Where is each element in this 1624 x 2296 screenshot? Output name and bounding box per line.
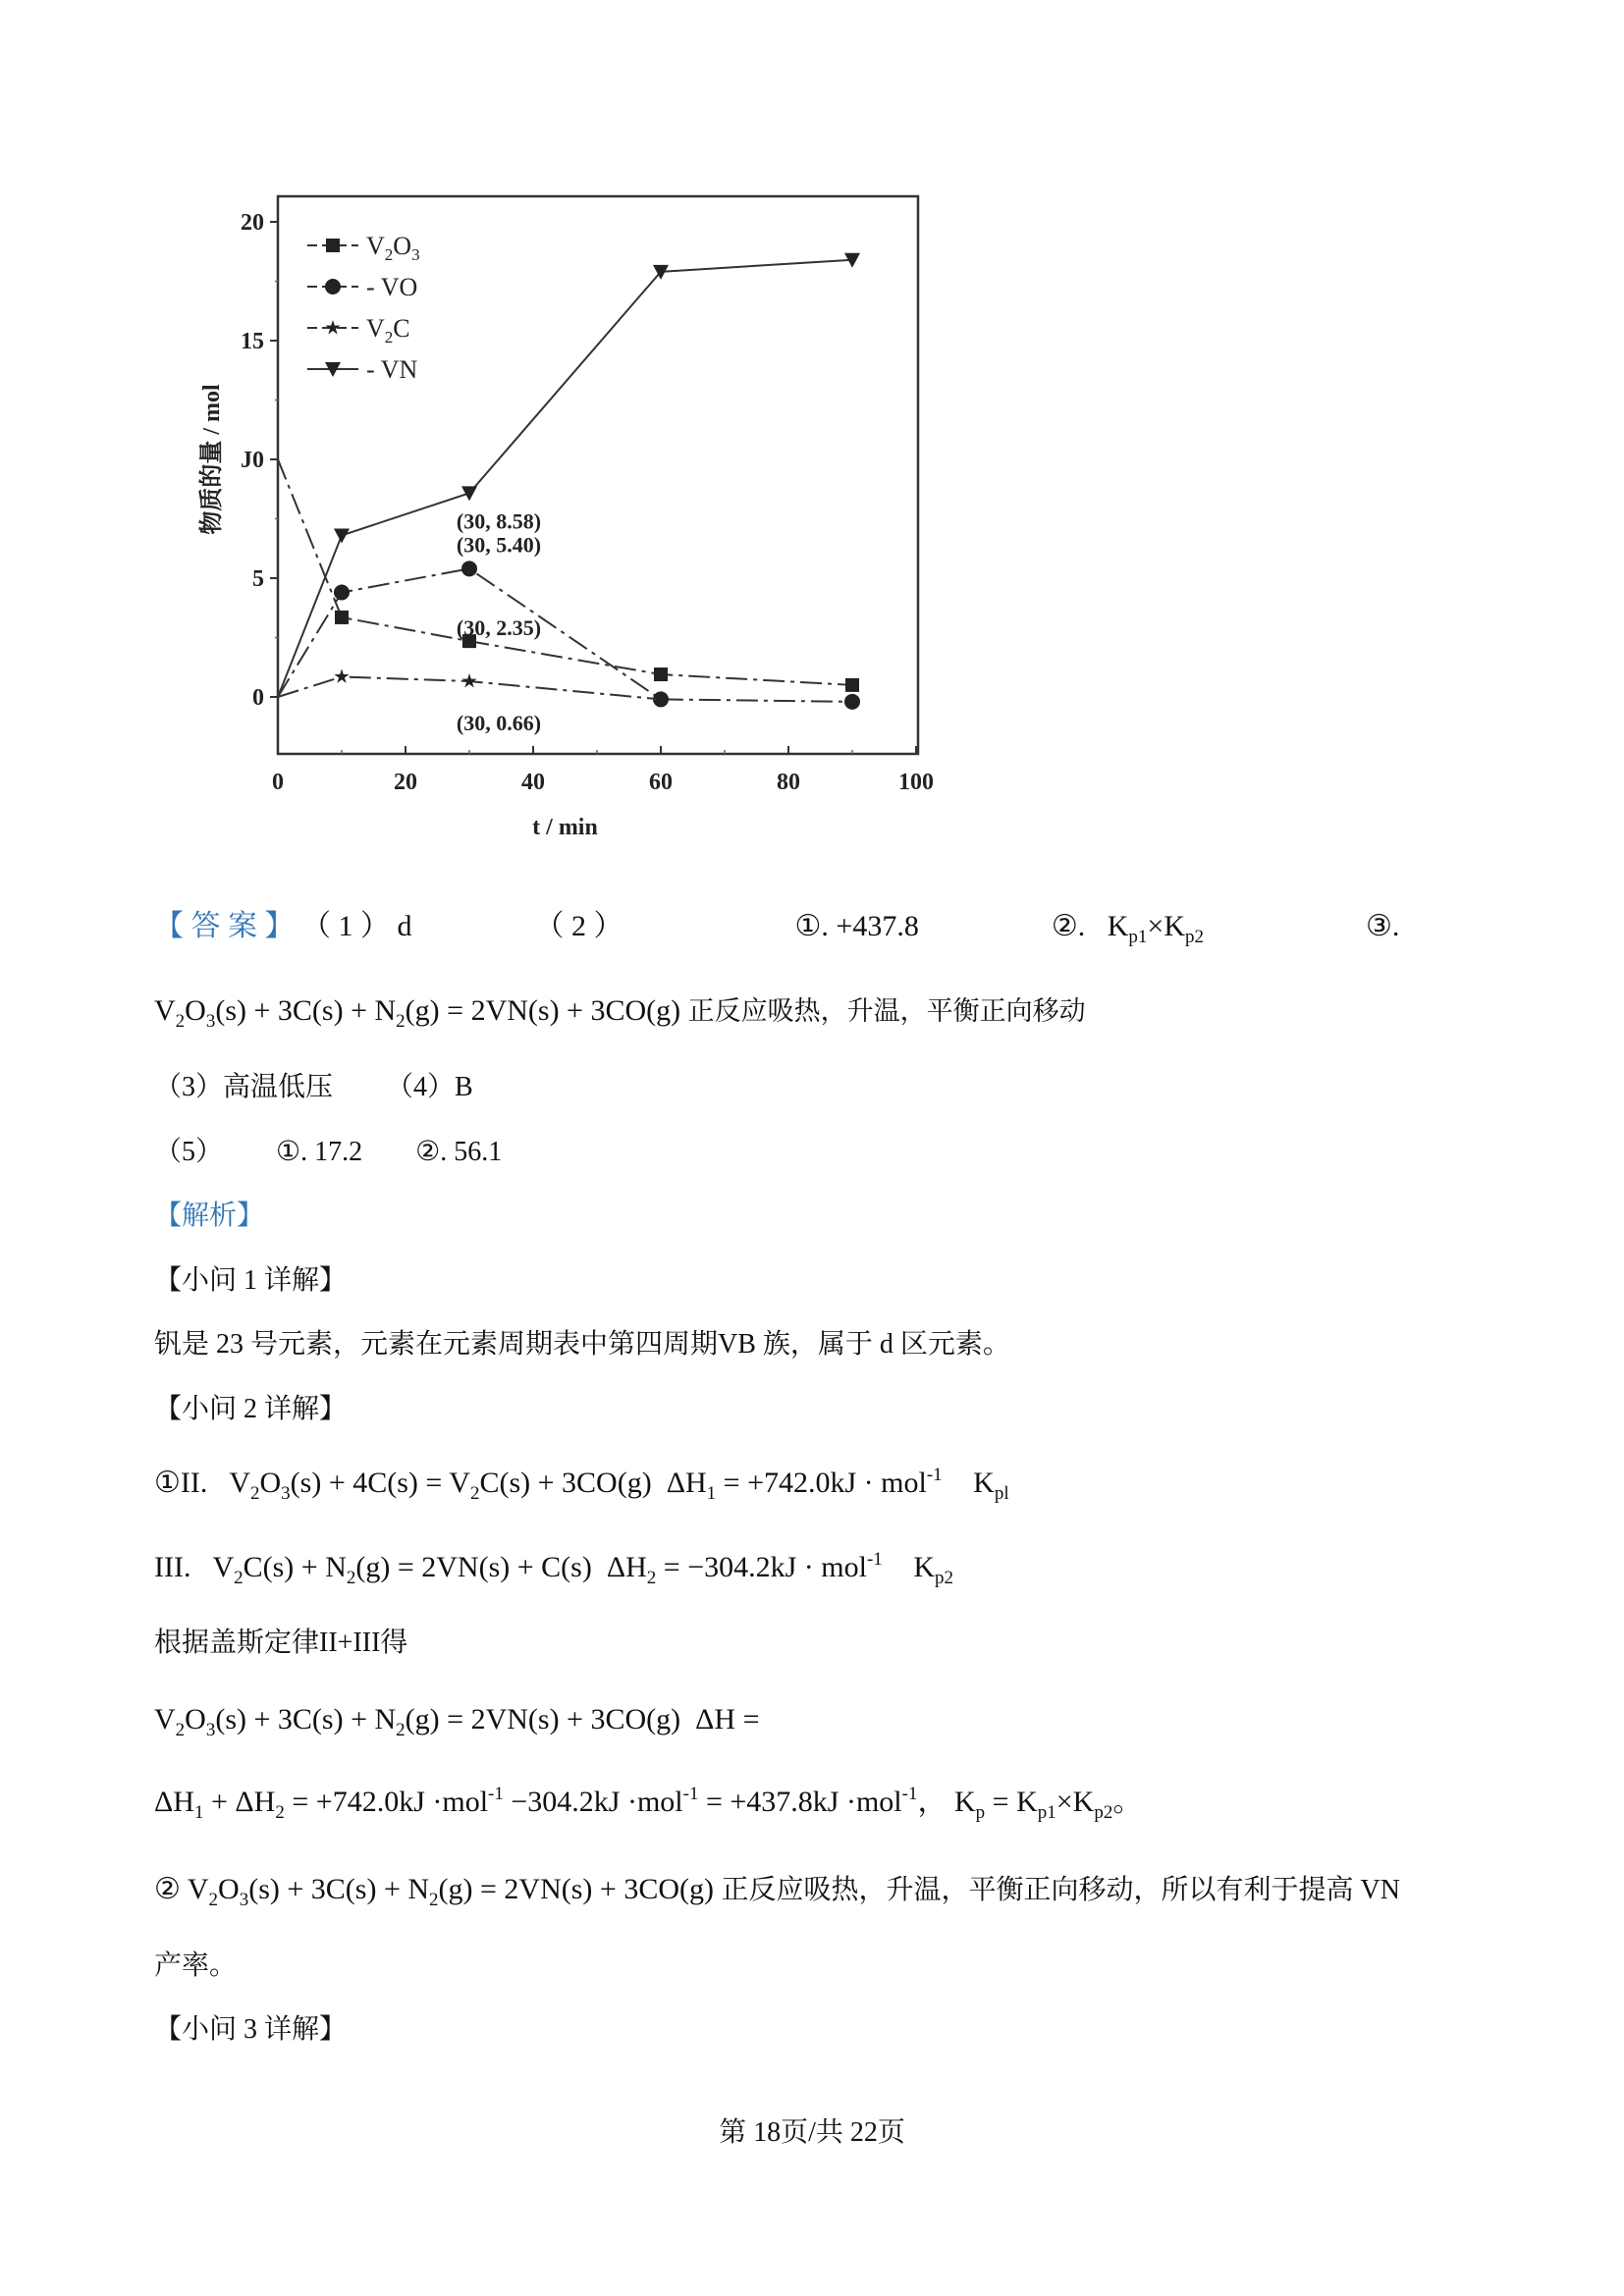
data-point-circle <box>844 694 860 710</box>
sub1-text: 钒是 23 号元素，元素在元素周期表中第四周期VB 族，属于 d 区元素。 <box>154 1329 1010 1360</box>
y-tick-label: 0 <box>252 685 264 711</box>
analysis-label: 【解析】 <box>154 1201 265 1231</box>
data-point-circle <box>334 585 350 601</box>
equation-total: $V_2O_3(s) + 3C(s) + N_2(g) = 2VN(s) + 3CO(g) \Delta H$ = <box>154 1703 760 1740</box>
conclusion-text: 正反应吸热，升温，平衡正向移动，所以有利于提高 VN <box>721 1875 1400 1905</box>
data-point-square <box>654 667 668 681</box>
legend-label: $V_2C$ <box>366 314 410 347</box>
x-axis-title: t / min <box>532 815 598 840</box>
data-point-square <box>845 678 859 692</box>
legend-marker-square <box>326 239 340 252</box>
equation-iii-prefix: III. <box>154 1551 191 1583</box>
conclusion-line: ② $V_2O_3(s) + 3C(s) + N_2(g) = 2VN(s) + 3CO(g)$ 正反应吸热，升温，平衡正向移动，所以有利于提高 VN <box>154 1873 1400 1910</box>
point-annotation: (30, 0.66) <box>456 711 542 736</box>
x-tick-label: 100 <box>898 770 934 795</box>
series-line-0 <box>278 459 852 685</box>
y-tick-label: 20 <box>241 210 264 236</box>
page-footer: 第 18页/共 22页 <box>719 2117 905 2148</box>
answer-q5 <box>154 1133 502 1172</box>
equation-iii-dh: = −304.2kJ · mol <box>663 1551 867 1583</box>
answer-q5-2: ②. 56.1 <box>415 1137 503 1167</box>
legend-label: - VO <box>366 273 418 301</box>
x-tick-label: 60 <box>649 770 673 795</box>
point-annotation: (30, 2.35) <box>456 615 542 641</box>
sum-part1: = +742.0kJ ·mol <box>292 1786 489 1818</box>
sum-part3: = +437.8kJ ·mol <box>705 1786 902 1818</box>
answer-q3-q4 <box>154 1068 473 1107</box>
conclusion-tail: 产率。 <box>154 1950 238 1981</box>
data-point-triangle-down <box>334 528 350 543</box>
data-point-star <box>334 668 349 683</box>
answer-q3: （3）高温低压 <box>154 1072 334 1102</box>
x-tick-label: 40 <box>521 770 545 795</box>
sub3-title: 【小问 3 详解】 <box>154 2014 348 2045</box>
equation-sum: $\Delta H_1 + \Delta H_2 = +742.0kJ \cdot mol^{-1} -304.2kJ \cdot mol^{-1} = +437.8kJ \cdot mol^{-1}$， $K_p = K_{p1}\times K_{p2}$。 <box>154 1784 1143 1823</box>
hess-text: 根据盖斯定律II+III得 <box>154 1628 408 1658</box>
legend-marker-circle <box>325 279 341 294</box>
equation-formula: $V_2O_3(s) + 3C(s) + N_2(g) = 2VN(s) + 3CO(g)$ <box>154 994 681 1032</box>
answer-q4: （4）B <box>386 1072 473 1102</box>
series-line-3 <box>278 260 852 697</box>
sub2-title: 【小问 2 详解】 <box>154 1394 348 1424</box>
series-line-1 <box>278 568 852 702</box>
y-axis-title: 物质的量 / mol <box>199 384 225 535</box>
legend-label: - VN <box>366 355 418 384</box>
equation-iii: III. $V_2C(s) + N_2(g) = 2VN(s) + C(s) \Delta H_2 = -304.2kJ \cdot mol^{-1}$ $K_{p2}$ <box>154 1549 953 1588</box>
answer-line <box>154 907 1399 946</box>
equation-ii: ①II. $V_2O_3(s) + 4C(s) = V_2C(s) + 3CO(g) \Delta H_1 = +742.0kJ \cdot mol^{-1}$ $K_{pl}$ <box>154 1465 1009 1504</box>
answer-q1: （ 1 ） d <box>301 910 412 942</box>
data-point-circle <box>461 561 477 576</box>
vanadium-species-chart <box>187 177 972 840</box>
equation-ii-dh: = +742.0kJ · mol <box>723 1467 927 1499</box>
answer-q5-label: （5） <box>154 1137 224 1167</box>
point-annotation: (30, 8.58) <box>456 508 542 534</box>
answer-q2-3: ③. <box>1366 910 1400 942</box>
x-tick-label: 0 <box>272 770 284 795</box>
equation-explanation: 正反应吸热，升温，平衡正向移动 <box>687 996 1086 1026</box>
equation-ii-prefix: ①II. <box>154 1467 208 1499</box>
y-tick-label: 15 <box>241 329 264 354</box>
point-annotation: (30, 5.40) <box>456 532 542 558</box>
answer-q5-1: ①. 17.2 <box>276 1137 363 1167</box>
y-tick-label: J0 <box>241 448 264 473</box>
answer-q2-2: ②. $K_{p1}\times K_{p2}$ <box>1051 910 1204 947</box>
y-tick-label: 5 <box>252 566 264 592</box>
x-tick-label: 20 <box>394 770 417 795</box>
answer-label: 【 答 案 】 <box>154 910 295 942</box>
answer-q2-1: ①. +437.8 <box>794 910 919 942</box>
legend-label: $V_2O_3$ <box>366 232 420 264</box>
answer-equation <box>154 991 1086 1031</box>
data-point-square <box>335 611 349 624</box>
sub1-title: 【小问 1 详解】 <box>154 1265 348 1296</box>
sum-part2: −304.2kJ ·mol <box>511 1786 683 1818</box>
answer-q2: （ 2 ） <box>534 910 623 942</box>
x-tick-label: 80 <box>777 770 800 795</box>
data-point-triangle-down <box>461 486 477 501</box>
